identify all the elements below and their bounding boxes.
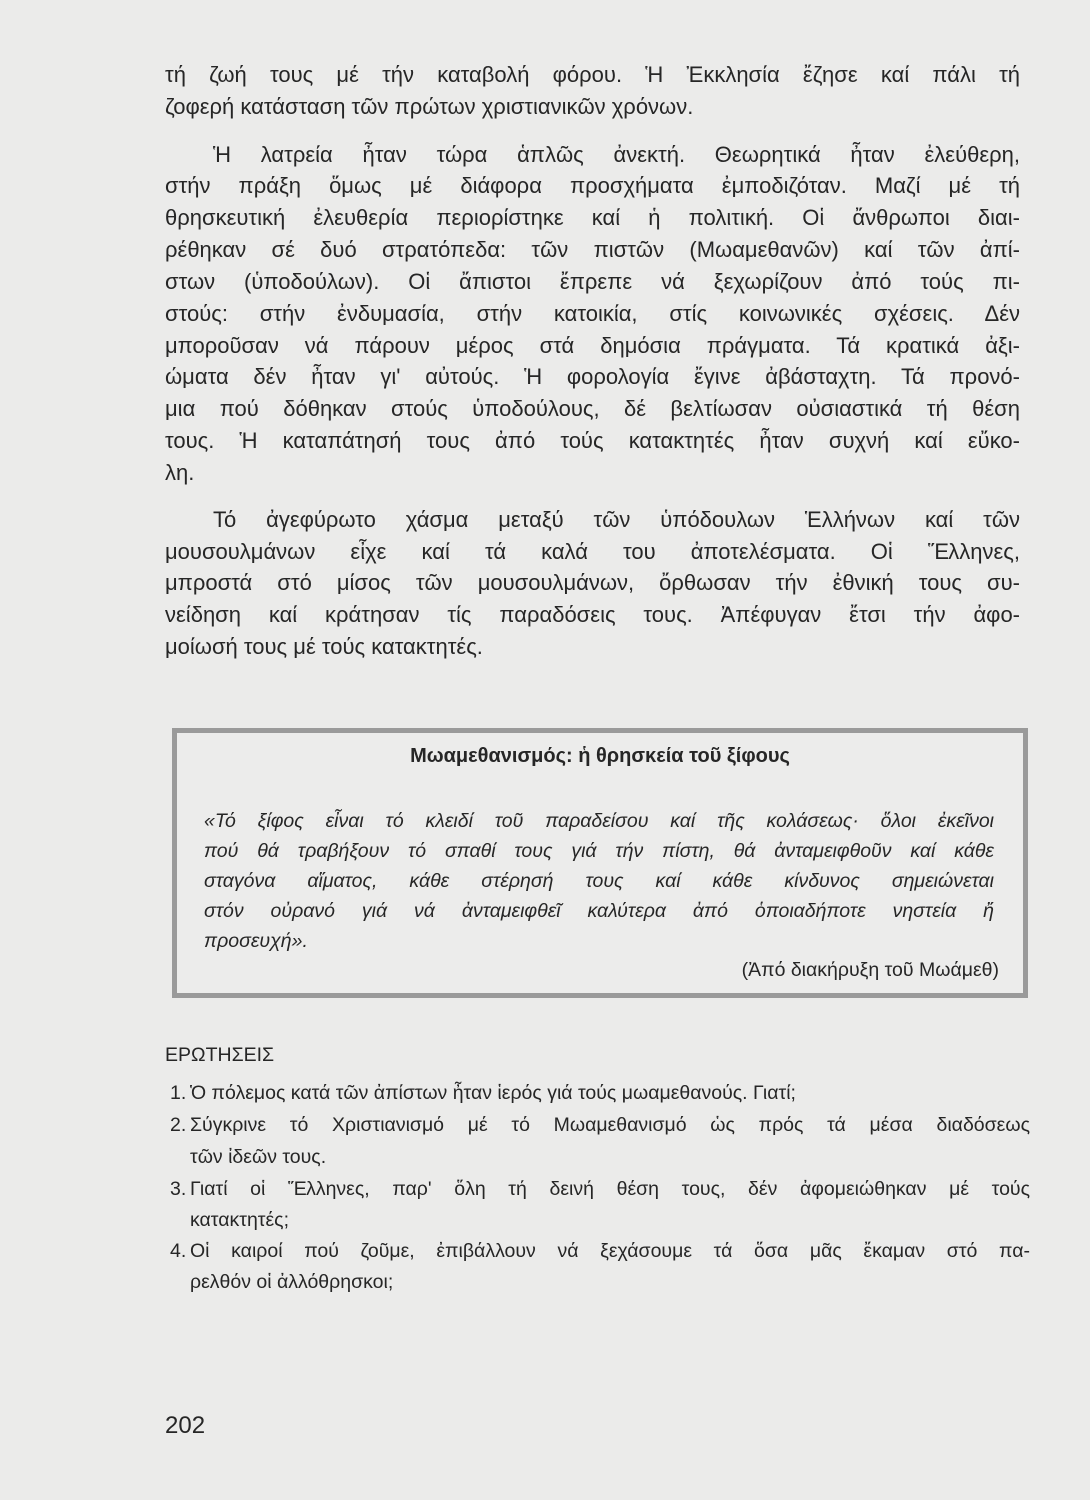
- paragraph-line: τους. Ἡ καταπάτησή τους ἀπό τούς κατακτητές ἦταν συχνή καί εὔκο-: [165, 428, 1020, 453]
- paragraph-line: ρέθηκαν σέ δυό στρατόπεδα: τῶν πιστῶν (Μωαμεθανῶν) καί τῶν ἀπί-: [165, 237, 1020, 262]
- question-number: 4.: [170, 1240, 187, 1262]
- quote-line: στόν οὐρανό γιά νά ἀνταμειφθεῖ καλύτερα ἀπό ὁποιαδήποτε νηστεία ἤ: [204, 900, 994, 922]
- paragraph-line: νείδηση καί κράτησαν τίς παραδόσεις τους. Ἀπέφυγαν ἔτσι τήν ἀφο-: [165, 602, 1020, 627]
- quote-line: «Τό ξίφος εἶναι τό κλειδί τοῦ παραδείσου καί τῆς κολάσεως· ὅλοι ἐκεῖνοι: [204, 810, 994, 832]
- paragraph-line: μια πού δόθηκαν στούς ὑποδούλους, δέ βελτίωσαν οὐσιαστικά τή θέση: [165, 396, 1020, 421]
- paragraph-line: Τό ἀγεφύρωτο χάσμα μεταξύ τῶν ὑπόδουλων Ἑλλήνων καί τῶν: [213, 507, 1020, 532]
- paragraph-line: Ἡ λατρεία ἦταν τώρα ἁπλῶς ἀνεκτή. Θεωρητικά ἦταν ἐλεύθερη,: [213, 142, 1020, 167]
- questions-heading: ΕΡΩΤΗΣΕΙΣ: [165, 1044, 275, 1066]
- question-text-line: Σύγκρινε τό Χριστιανισμό μέ τό Μωαμεθανισμό ὡς πρός τά μέσα διαδόσεως: [190, 1114, 1030, 1136]
- paragraph-line: λη.: [165, 460, 195, 485]
- paragraph-line: στων (ὑποδούλων). Οἱ ἄπιστοι ἔπρεπε νά ξεχωρίζουν ἀπό τούς πι-: [165, 269, 1020, 294]
- quote-box: [172, 728, 1028, 998]
- question-number: 2.: [170, 1114, 187, 1136]
- paragraph-line: τή ζωή τους μέ τήν καταβολή φόρου. Ἡ Ἐκκλησία ἔζησε καί πάλι τή: [165, 62, 1020, 87]
- paragraph-line: θρησκευτική ἐλευθερία περιορίστηκε καί ἡ πολιτική. Οἱ ἄνθρωποι διαι-: [165, 205, 1020, 230]
- question-text-line: ρελθόν οἱ ἀλλόθρησκοι;: [190, 1271, 394, 1293]
- paragraph-line: μοίωσή τους μέ τούς κατακτητές.: [165, 634, 483, 659]
- quote-box-title: Μωαμεθανισμός: ἡ θρησκεία τοῦ ξίφους: [410, 745, 790, 767]
- question-text-line: Γιατί οἱ Ἕλληνες, παρ' ὅλη τή δεινή θέση τους, δέν ἀφομειώθηκαν μέ τούς: [190, 1178, 1030, 1200]
- quote-attribution: (Ἀπό διακήρυξη τοῦ Μωάμεθ): [741, 959, 999, 981]
- question-number: 3.: [170, 1178, 187, 1200]
- quote-line: σταγόνα αἵματος, κάθε στέρησή τους καί κάθε κίνδυνος σημειώνεται: [204, 870, 994, 892]
- question-text-line: κατακτητές;: [190, 1209, 289, 1231]
- paragraph-line: μπροστά στό μίσος τῶν μουσουλμάνων, ὄρθωσαν τήν ἐθνική τους συ-: [165, 570, 1020, 595]
- paragraph-line: ζοφερή κατάσταση τῶν πρώτων χριστιανικῶν χρόνων.: [165, 94, 694, 119]
- paragraph-line: στούς: στήν ἐνδυμασία, στήν κατοικία, στίς κοινωνικές σχέσεις. Δέν: [165, 301, 1020, 326]
- paragraph-line: μποροῦσαν νά πάρουν μέρος στά δημόσια πράγματα. Τά κρατικά ἀξι-: [165, 333, 1020, 358]
- question-text-line: Ὁ πόλεμος κατά τῶν ἀπίστων ἦταν ἱερός γιά τούς μωαμεθανούς. Γιατί;: [190, 1082, 796, 1104]
- question-text-line: Οἱ καιροί πού ζοῦμε, ἐπιβάλλουν νά ξεχάσουμε τά ὅσα μᾶς ἔκαμαν στό πα-: [190, 1240, 1030, 1262]
- paragraph-line: ώματα δέν ἦταν γι' αὐτούς. Ἡ φορολογία ἔγινε ἀβάσταχτη. Τά προνό-: [165, 364, 1020, 389]
- page-number: 202: [165, 1412, 206, 1439]
- question-text-line: τῶν ἰδεῶν τους.: [190, 1146, 327, 1168]
- quote-line: πού θά τραβήξουν τό σπαθί τους γιά τήν πίστη, θά ἀνταμειφθοῦν καί κάθε: [204, 840, 994, 862]
- paragraph-line: μουσουλμάνων εἶχε καί τά καλά του ἀποτελέσματα. Οἱ Ἕλληνες,: [165, 539, 1020, 564]
- question-number: 1.: [170, 1082, 187, 1104]
- quote-line: προσευχή».: [204, 930, 308, 952]
- paragraph-line: στήν πράξη ὅμως μέ διάφορα προσχήματα ἐμποδιζόταν. Μαζί μέ τή: [165, 173, 1020, 198]
